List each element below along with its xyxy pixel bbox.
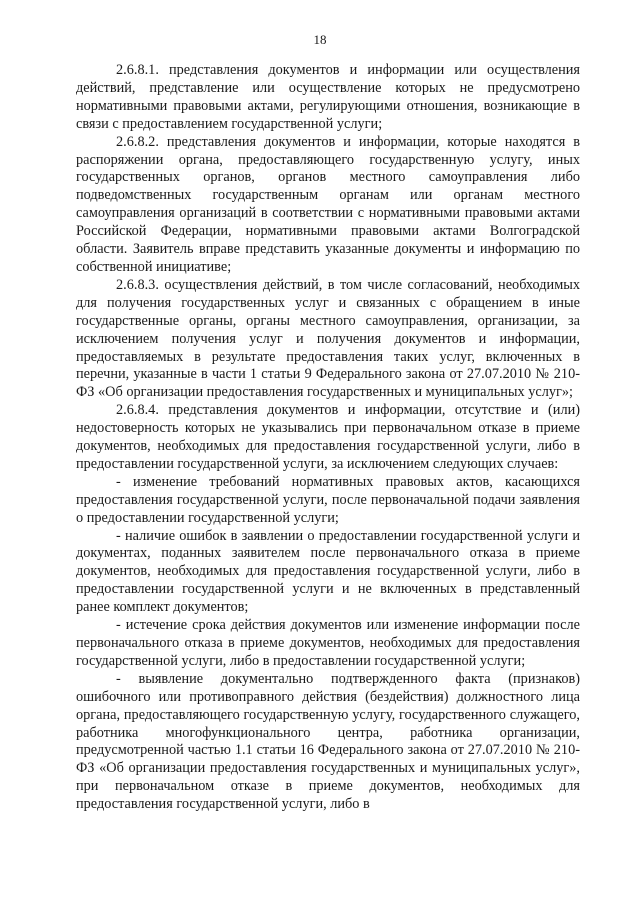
page-number: 18 <box>313 32 327 47</box>
paragraph-2-6-8-3: 2.6.8.3. осуществления действий, в том числе согласований, необходимых для получения государственных услуг и связанных с обращением в иные государственные органы, органы местного самоуправления, организации, за исключением получения услуг и получения документов и информации, предоставляемых в результате предоставления таких услуг, включенных в перечни, указанные в части 1 статьи 9 Федерального закона от 27.07.2010 № 210-ФЗ «Об организации предоставления государственных и муниципальных услуг»; <box>76 276 580 401</box>
paragraph-2-6-8-4: 2.6.8.4. представления документов и информации, отсутствие и (или) недостоверность которых не указывались при первоначальном отказе в приеме документов, необходимых для предоставления государственной услуги, либо в предоставлении государственной услуги, за исключением следующих случаев: <box>76 402 580 472</box>
paragraph-2-6-8-1: 2.6.8.1. представления документов и информации или осуществления действий, представление или осуществление которых не предусмотрено нормативными правовыми актами, регулирующими отношения, возникающие в связи с предоставлением государственной услуги; <box>76 62 580 132</box>
list-item-erroneous-action: - выявление документально подтвержденного факта (признаков) ошибочного или противоправного действия (бездействия) должностного лица органа, предоставляющего государственную услугу, государственного служащего, работника многофункционального центра, работника организации, предусмотренной частью 1.1 статьи 16 Федерального закона от 27.07.2010 № 210-ФЗ «Об организации предоставления государственных и муниципальных услуг», при первоначальном отказе в приеме документов, необходимых для предоставления государственной услуги, либо в <box>76 670 580 813</box>
document-body <box>76 62 580 814</box>
list-item-document-expiry: - истечение срока действия документов или изменение информации после первоначального отказа в приеме документов, необходимых для предоставления государственной услуги, либо в предоставлении государственной услуги; <box>76 617 580 669</box>
list-item-requirements-change: - изменение требований нормативных правовых актов, касающихся предоставления государственной услуги, после первоначальной подачи заявления о предоставлении государственной услуги; <box>76 473 580 526</box>
list-item-errors-in-application: - наличие ошибок в заявлении о предоставлении государственной услуги и документах, поданных заявителем после первоначального отказа в приеме документов, необходимых для предоставления государственной услуги, либо в предоставлении государственной услуги и не включенных в представленный ранее комплект документов; <box>76 527 580 616</box>
paragraph-2-6-8-2: 2.6.8.2. представления документов и информации, которые находятся в распоряжении органа, предоставляющего государственную услугу, иных государственных органов, органов местного самоуправления либо подведомственных государственным органам или органам местного самоуправления организаций в соответствии с нормативными правовыми актами Российской Федерации, нормативными правовыми актами Волгоградской области. Заявитель вправе представить указанные документы и информацию по собственной инициативе; <box>76 133 580 275</box>
